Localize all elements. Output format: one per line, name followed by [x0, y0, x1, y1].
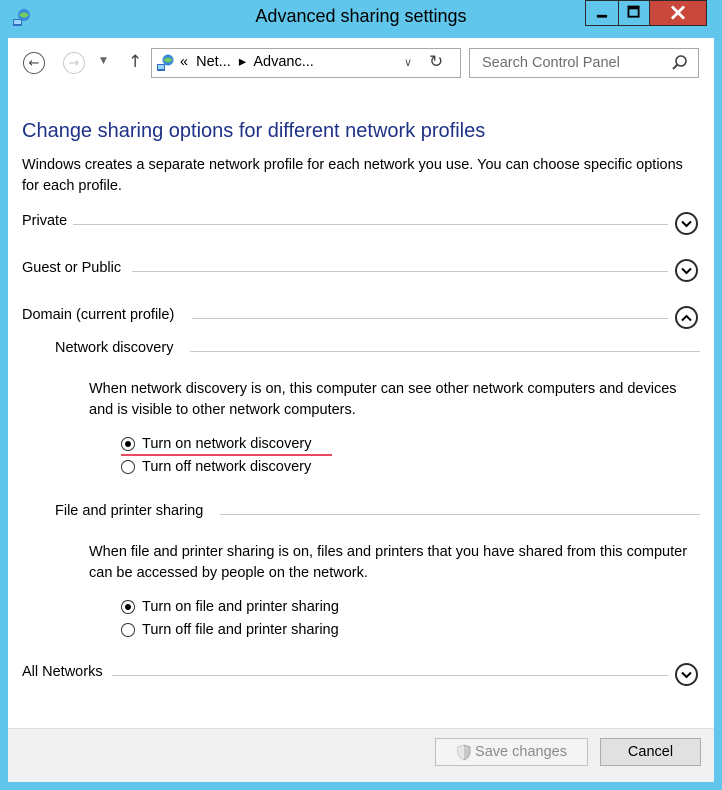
maximize-button[interactable] [618, 0, 650, 26]
save-changes-label: Save changes [475, 744, 567, 760]
divider [192, 318, 668, 319]
minimize-button[interactable] [585, 0, 618, 26]
chevron-down-icon [681, 671, 692, 679]
chevron-up-icon [681, 314, 692, 322]
close-icon [650, 1, 706, 25]
divider [190, 351, 700, 352]
search-icon[interactable] [671, 54, 689, 72]
up-arrow-icon: ↑ [128, 52, 143, 72]
up-button[interactable] [128, 52, 142, 72]
profile-all-networks[interactable] [22, 664, 702, 686]
expand-button[interactable] [675, 259, 698, 282]
page-description: Windows creates a separate network profile for each network you use. You can choose specific options for each profile. [22, 157, 683, 194]
close-button[interactable] [650, 0, 707, 26]
title-bar[interactable] [0, 0, 722, 38]
breadcrumb[interactable]: « Net... ▸ Advanc... [180, 54, 314, 70]
chevron-down-icon [681, 267, 692, 275]
profile-domain[interactable] [22, 307, 702, 329]
back-arrow-icon: ← [28, 55, 40, 71]
radio-button[interactable] [121, 600, 135, 614]
chevron-down-icon [681, 220, 692, 228]
search-input[interactable]: Search Control Panel [482, 55, 620, 71]
radio-label[interactable]: Turn off file and printer sharing [142, 622, 339, 638]
profile-label: Guest or Public [22, 260, 127, 276]
file-printer-sharing-group [55, 503, 700, 525]
radio-label[interactable]: Turn on file and printer sharing [142, 599, 339, 615]
refresh-icon[interactable]: ↻ [429, 52, 444, 72]
group-label: File and printer sharing [55, 503, 209, 519]
back-button[interactable] [23, 52, 45, 74]
main-content [8, 92, 714, 728]
minimize-icon [586, 1, 618, 25]
expand-button[interactable] [675, 663, 698, 686]
profile-guest-public[interactable] [22, 260, 702, 282]
radio-label[interactable]: Turn off network discovery [142, 459, 312, 475]
window-client [8, 38, 714, 782]
forward-button[interactable] [63, 52, 85, 74]
group-label: Network discovery [55, 340, 179, 356]
radio-sharing-on[interactable] [121, 596, 339, 618]
radio-discovery-on[interactable] [121, 433, 312, 455]
file-printer-sharing-description: When file and printer sharing is on, files and printers that you have shared from this computer can be accessed by people on the network. [89, 544, 688, 581]
radio-label[interactable]: Turn on network discovery [142, 436, 312, 452]
radio-button[interactable] [121, 460, 135, 474]
radio-sharing-off[interactable] [121, 619, 339, 641]
maximize-icon [619, 1, 649, 25]
expand-button[interactable] [675, 212, 698, 235]
radio-button[interactable] [121, 437, 135, 451]
save-changes-button[interactable] [435, 738, 588, 766]
uac-shield-icon [456, 744, 472, 761]
cancel-label: Cancel [627, 744, 674, 760]
collapse-button[interactable] [675, 306, 698, 329]
network-discovery-description: When network discovery is on, this computer can see other network computers and devices and is visible to other network computers. [89, 381, 677, 418]
recent-locations-button[interactable]: ▼ [100, 56, 107, 66]
navigation-bar [8, 38, 714, 92]
profile-private[interactable] [22, 213, 702, 235]
forward-arrow-icon: → [68, 55, 80, 71]
network-icon [156, 54, 176, 72]
divider [220, 514, 700, 515]
radio-button[interactable] [121, 623, 135, 637]
page-title: Change sharing options for different network profiles [22, 120, 486, 142]
address-dropdown-icon[interactable]: ∨ [404, 56, 413, 69]
profile-label: Domain (current profile) [22, 307, 180, 323]
divider [132, 271, 668, 272]
address-bar[interactable] [151, 48, 461, 78]
cancel-button[interactable] [600, 738, 701, 766]
window-title: Advanced sharing settings [255, 6, 467, 26]
network-discovery-group [55, 340, 700, 362]
radio-discovery-off[interactable] [121, 456, 311, 478]
divider [72, 224, 668, 225]
profile-label: All Networks [22, 664, 109, 680]
profile-label: Private [22, 213, 73, 229]
dialog-footer [8, 728, 714, 782]
divider [112, 675, 668, 676]
search-box[interactable] [469, 48, 699, 78]
